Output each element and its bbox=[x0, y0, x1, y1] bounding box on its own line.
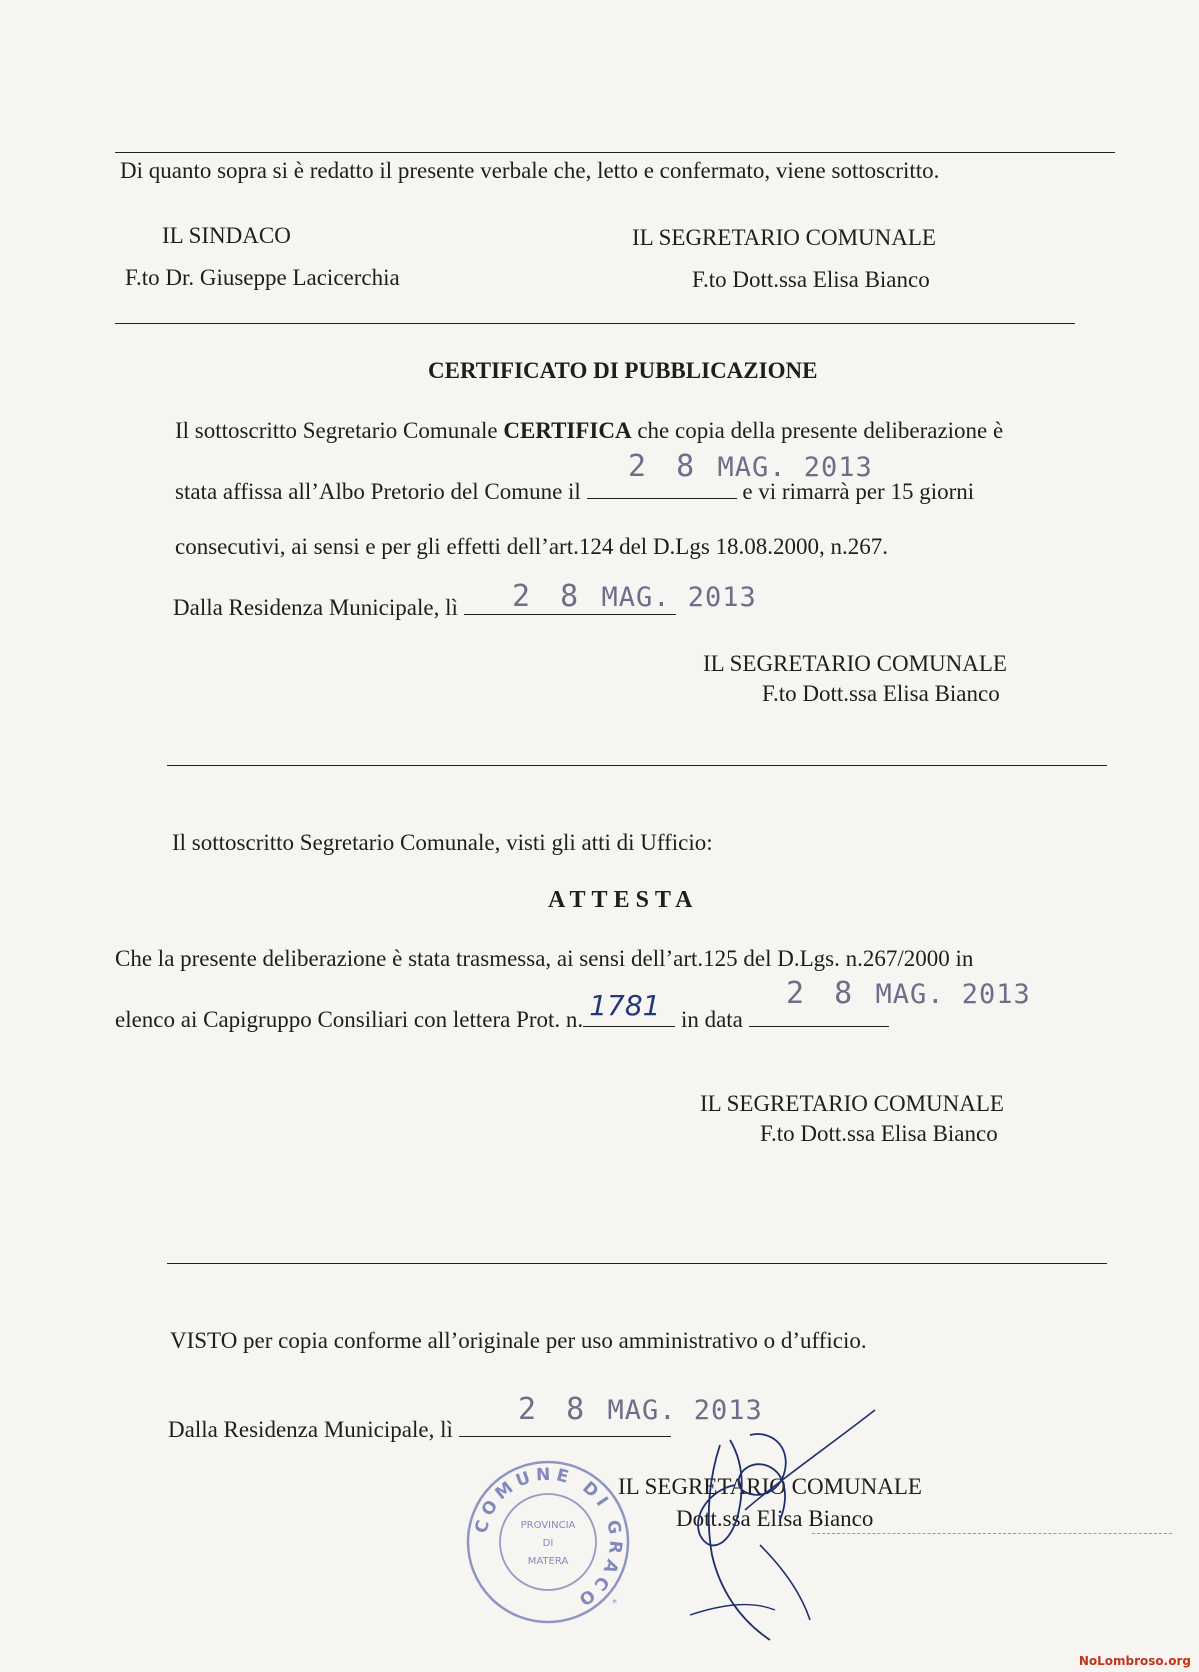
stamp-day: 2 8 bbox=[518, 1392, 591, 1427]
residenza-label: Dalla Residenza Municipale, lì bbox=[173, 595, 458, 620]
section-rule-2 bbox=[167, 765, 1107, 766]
certificato-residenza bbox=[173, 592, 676, 622]
attesta-intro: Il sottoscritto Segretario Comunale, visti gli atti di Ufficio: bbox=[172, 830, 713, 855]
attesta-line-2-mid: in data bbox=[680, 1007, 743, 1032]
stamp-month-year: MAG. 2013 bbox=[607, 1395, 763, 1426]
segretario-title: IL SEGRETARIO COMUNALE bbox=[632, 225, 936, 250]
segretario-name: F.to Dott.ssa Elisa Bianco bbox=[692, 267, 930, 292]
section-rule-1 bbox=[115, 323, 1075, 324]
visto-segretario-name: Dott.ssa Elisa Bianco bbox=[676, 1506, 874, 1531]
signature-dotted-line bbox=[812, 1533, 1172, 1534]
residenza-label: Dalla Residenza Municipale, lì bbox=[168, 1417, 453, 1442]
intro-text: Di quanto sopra si è redatto il presente verbale che, letto e confermato, viene sottoscritto. bbox=[120, 158, 940, 183]
attesta-line-1: Che la presente deliberazione è stata trasmessa, ai sensi dell’art.125 del D.Lgs. n.267/2000 in bbox=[115, 946, 974, 971]
certificato-line-2-post: e vi rimarrà per 15 giorni bbox=[742, 479, 975, 504]
attesta-segretario-title: IL SEGRETARIO COMUNALE bbox=[700, 1091, 1004, 1116]
certifica-word: CERTIFICA bbox=[503, 418, 632, 443]
certificato-segretario-title: IL SEGRETARIO COMUNALE bbox=[703, 651, 1007, 676]
certificato-line-2-pre: stata affissa all’Albo Pretorio del Comune il bbox=[175, 479, 581, 504]
certificato-line-1 bbox=[175, 417, 1003, 445]
visto-residenza bbox=[168, 1414, 671, 1444]
visto-date-blank bbox=[459, 1414, 671, 1437]
certificato-line-2 bbox=[175, 476, 974, 506]
stamp-month-year: MAG. 2013 bbox=[875, 979, 1031, 1010]
stamp-day: 2 8 bbox=[628, 449, 701, 484]
stamp-month-year: MAG. 2013 bbox=[717, 452, 873, 483]
seal-inner-top: PROVINCIA bbox=[520, 1520, 576, 1531]
seal-inner-mid: DI bbox=[542, 1538, 554, 1549]
stamp-month-year: MAG. 2013 bbox=[601, 582, 757, 613]
affissione-date-blank bbox=[587, 476, 737, 499]
visto-line: VISTO per copia conforme all’originale per uso amministrativo o d’ufficio. bbox=[170, 1328, 867, 1353]
prot-number-blank bbox=[583, 989, 675, 1027]
svg-text:*: * bbox=[612, 1598, 617, 1609]
handwritten-signature bbox=[650, 1405, 880, 1655]
attesta-segretario-name: F.to Dott.ssa Elisa Bianco bbox=[760, 1121, 998, 1146]
certificato-line-1-post: che copia della presente deliberazione è bbox=[631, 418, 1004, 443]
stamp-day: 2 8 bbox=[786, 976, 859, 1011]
attesta-heading: ATTESTA bbox=[548, 887, 699, 913]
seal-inner-bottom: MATERA bbox=[527, 1556, 569, 1567]
municipal-seal bbox=[462, 1456, 634, 1628]
residenza-date-blank bbox=[464, 592, 676, 615]
certificato-heading: CERTIFICATO DI PUBBLICAZIONE bbox=[428, 358, 818, 383]
section-rule-3 bbox=[167, 1263, 1107, 1264]
trasmissione-date-blank bbox=[749, 1004, 889, 1027]
prot-number-handwritten: 1781 bbox=[589, 989, 661, 1022]
seal-ring-text: COMUNE DI GRACO bbox=[471, 1464, 626, 1612]
sindaco-name: F.to Dr. Giuseppe Lacicerchia bbox=[125, 265, 400, 290]
sindaco-title: IL SINDACO bbox=[162, 223, 291, 248]
certificato-segretario-name: F.to Dott.ssa Elisa Bianco bbox=[762, 681, 1000, 706]
certificato-line-1-pre: Il sottoscritto Segretario Comunale bbox=[175, 418, 504, 443]
certificato-line-3: consecutivi, ai sensi e per gli effetti dell’art.124 del D.Lgs 18.08.2000, n.267. bbox=[175, 534, 889, 559]
attesta-line-2-pre: elenco ai Capigruppo Consiliari con lettera Prot. n. bbox=[115, 1007, 584, 1032]
watermark-logo: NoLombroso.org bbox=[1078, 1654, 1191, 1668]
top-rule bbox=[115, 152, 1115, 153]
visto-segretario-title: IL SEGRETARIO COMUNALE bbox=[618, 1474, 922, 1499]
stamp-day: 2 8 bbox=[512, 579, 585, 614]
